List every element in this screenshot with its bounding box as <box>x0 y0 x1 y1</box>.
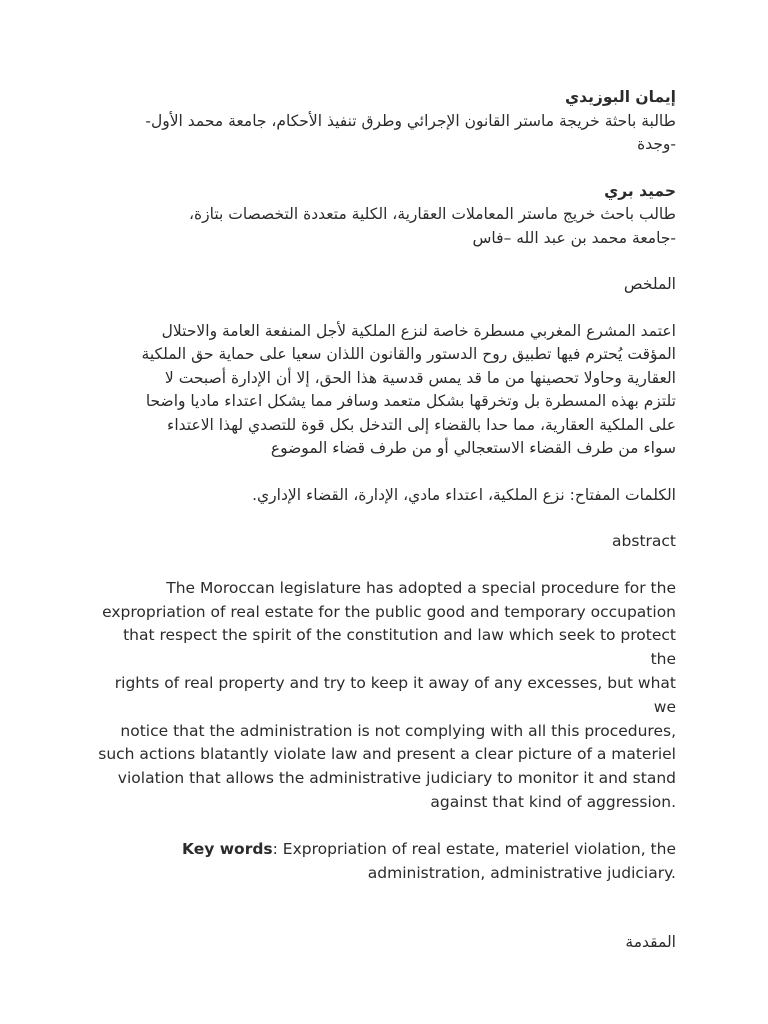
author-block-1 <box>96 86 676 157</box>
abstract-line: سواء من طرف القضاء الاستعجالي أو من طرف قضاء الموضوع <box>270 439 676 457</box>
abstract-line: على الملكية العقارية، مما حدا بالقضاء إلى التدخل بكل قوة للتصدي لهذا الاعتداء <box>167 415 676 434</box>
abstract-line: against that kind of aggression. <box>430 792 676 811</box>
abstract-line: expropriation of real estate for the public good and temporary occupation <box>102 602 676 621</box>
abstract-line: العقارية وحاولا تحصينها من ما قد يمس قدسية هذا الحق، إلا أن الإدارة أصبحت لا <box>164 368 676 387</box>
author-affiliation: طالب باحث خريج ماستر المعاملات العقارية، الكلية متعددة التخصصات بتازة، <box>189 205 676 223</box>
keywords-label: Key words <box>181 839 273 858</box>
document-page <box>96 86 676 955</box>
author-name: حميد بري <box>604 181 676 200</box>
abstract-line: that respect the spirit of the constitution and law which seek to protect the <box>123 626 676 669</box>
keywords-text: : Expropriation of real estate, materiel violation, the <box>272 839 676 858</box>
english-abstract-heading: abstract <box>612 532 676 550</box>
keywords-line <box>96 838 676 862</box>
author-affiliation: طالبة باحثة خريجة ماستر القانون الإجرائي وطرق تنفيذ الأحكام، جامعة محمد الأول- <box>145 111 676 130</box>
author-affiliation-continued: -جامعة محمد بن عبد الله –فاس <box>472 228 676 247</box>
abstract-line: notice that the administration is not complying with all this procedures, <box>120 721 676 740</box>
keywords-line-continued: administration, administrative judiciary. <box>367 863 676 882</box>
author-block-2 <box>96 180 676 251</box>
abstract-line: such actions blatantly violate law and present a clear picture of a materiel <box>98 745 676 764</box>
english-abstract-body <box>96 577 676 815</box>
introduction-heading: المقدمة <box>625 933 676 952</box>
author-name: إيمان البوزيدي <box>564 88 676 106</box>
abstract-line: اعتمد المشرع المغربي مسطرة خاصة لنزع الملكية لأجل المنفعة العامة والاحتلال <box>161 321 676 340</box>
arabic-abstract-body <box>96 320 676 461</box>
abstract-line: المؤقت يُحترم فيها تطبيق روح الدستور والقانون اللذان سعيا على حماية حق الملكية <box>141 345 676 363</box>
arabic-abstract-heading: الملخص <box>623 275 676 293</box>
abstract-line: rights of real property and try to keep it away of any excesses, but what we <box>114 673 676 716</box>
author-affiliation-continued: -وجدة <box>637 135 676 153</box>
abstract-line: violation that allows the administrative judiciary to monitor it and stand <box>117 769 676 788</box>
abstract-line: تلتزم بهذه المسطرة بل وتخرقها بشكل متعمد وسافر مما يشكل اعتداء ماديا واضحا <box>145 392 676 410</box>
arabic-keywords: .الكلمات المفتاح: نزع الملكية، اعتداء مادي، الإدارة، القضاء الإداري <box>252 485 676 504</box>
english-keywords <box>96 838 676 886</box>
abstract-line: The Moroccan legislature has adopted a special procedure for the <box>166 578 676 597</box>
